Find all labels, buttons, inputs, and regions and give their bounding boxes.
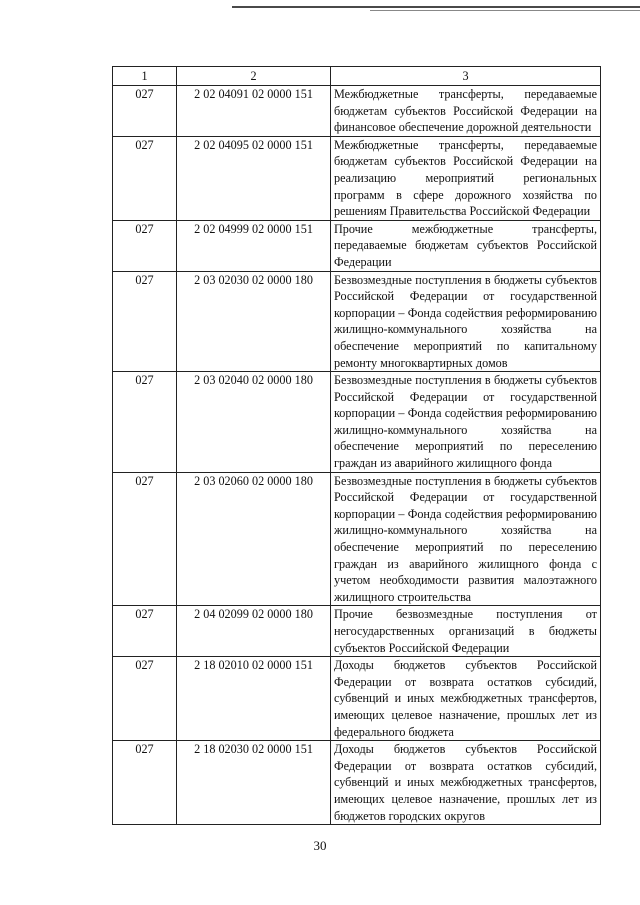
- admin-code-cell: 027: [113, 220, 177, 271]
- column-header-2: 2: [177, 67, 331, 86]
- income-code-cell: 2 02 04999 02 0000 151: [177, 220, 331, 271]
- admin-code-cell: 027: [113, 372, 177, 473]
- description-cell: Межбюджетные трансферты, передаваемые бюджетам субъектов Российской Федерации на реализацию мероприятий региональных программ в сфере дорожного хозяйства по решениям Правительства Российской Федерации: [331, 136, 601, 220]
- table-row: [113, 271, 601, 372]
- table-row: [113, 657, 601, 741]
- income-code-cell: 2 03 02040 02 0000 180: [177, 372, 331, 473]
- description-cell: Безвозмездные поступления в бюджеты субъектов Российской Федерации от государственной корпорации – Фонда содействия реформированию жилищно-коммунального хозяйства на обеспечение мероприятий по переселению граждан из аварийного жилищного фонда с учетом необходимости развития малоэтажного жилищного строительства: [331, 472, 601, 606]
- description-cell: Прочие безвозмездные поступления от негосударственных организаций в бюджеты субъектов Российской Федерации: [331, 606, 601, 657]
- table-row: [113, 741, 601, 825]
- income-code-cell: 2 18 02010 02 0000 151: [177, 657, 331, 741]
- table-row: [113, 372, 601, 473]
- table-row: [113, 220, 601, 271]
- table-header-row: [113, 67, 601, 86]
- description-cell: Межбюджетные трансферты, передаваемые бюджетам субъектов Российской Федерации на финансовое обеспечение дорожной деятельности: [331, 86, 601, 137]
- admin-code-cell: 027: [113, 741, 177, 825]
- table-row: [113, 606, 601, 657]
- description-cell: Прочие межбюджетные трансферты, передаваемые бюджетам субъектов Российской Федерации: [331, 220, 601, 271]
- income-code-cell: 2 03 02030 02 0000 180: [177, 271, 331, 372]
- description-cell: Доходы бюджетов субъектов Российской Федерации от возврата остатков субсидий, субвенций и иных межбюджетных трансфертов, имеющих целевое назначение, прошлых лет из бюджетов городских округов: [331, 741, 601, 825]
- admin-code-cell: 027: [113, 271, 177, 372]
- income-codes-table: [112, 66, 601, 825]
- scan-edge-line: [232, 6, 640, 8]
- admin-code-cell: 027: [113, 657, 177, 741]
- description-cell: Доходы бюджетов субъектов Российской Федерации от возврата остатков субсидий, субвенций и иных межбюджетных трансфертов, имеющих целевое назначение, прошлых лет из федерального бюджета: [331, 657, 601, 741]
- description-cell: Безвозмездные поступления в бюджеты субъектов Российской Федерации от государственной корпорации – Фонда содействия реформированию жилищно-коммунального хозяйства на обеспечение мероприятий по переселению граждан из аварийного жилищного фонда: [331, 372, 601, 473]
- income-code-cell: 2 04 02099 02 0000 180: [177, 606, 331, 657]
- admin-code-cell: 027: [113, 606, 177, 657]
- admin-code-cell: 027: [113, 86, 177, 137]
- table-row: [113, 472, 601, 606]
- admin-code-cell: 027: [113, 136, 177, 220]
- income-code-cell: 2 03 02060 02 0000 180: [177, 472, 331, 606]
- table-row: [113, 86, 601, 137]
- column-header-1: 1: [113, 67, 177, 86]
- description-cell: Безвозмездные поступления в бюджеты субъектов Российской Федерации от государственной корпорации – Фонда содействия реформированию жилищно-коммунального хозяйства на обеспечение мероприятий по капитальному ремонту многоквартирных домов: [331, 271, 601, 372]
- income-code-cell: 2 02 04095 02 0000 151: [177, 136, 331, 220]
- admin-code-cell: 027: [113, 472, 177, 606]
- scan-edge-line-secondary: [370, 10, 640, 11]
- income-code-cell: 2 02 04091 02 0000 151: [177, 86, 331, 137]
- column-header-3: 3: [331, 67, 601, 86]
- table-row: [113, 136, 601, 220]
- income-code-cell: 2 18 02030 02 0000 151: [177, 741, 331, 825]
- page-number: 30: [313, 838, 327, 853]
